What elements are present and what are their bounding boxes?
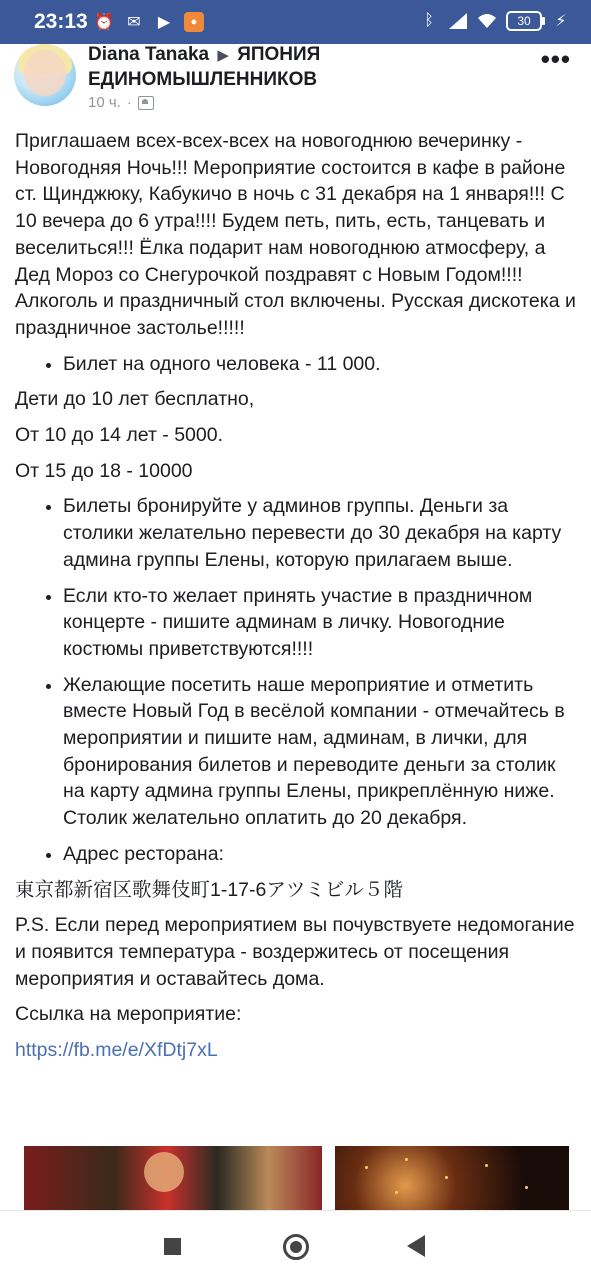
group-audience-icon xyxy=(138,96,154,110)
author-avatar[interactable] xyxy=(14,44,76,106)
link-label: Ссылка на мероприятие: xyxy=(15,1003,242,1026)
more-options-icon[interactable]: ••• xyxy=(540,44,571,74)
kids-free-line: Дети до 10 лет бесплатно, xyxy=(15,388,255,411)
post-author-line xyxy=(88,43,528,92)
home-icon[interactable] xyxy=(283,1234,309,1260)
app-notification-icon: ● xyxy=(184,12,204,32)
wifi-icon xyxy=(477,11,497,31)
info-item-address-label: • Адрес ресторана: xyxy=(63,841,577,868)
ticket-price-item: • Билет на одного человека - 11 000. xyxy=(63,351,577,378)
system-nav-bar xyxy=(0,1210,591,1281)
info-list xyxy=(15,493,577,867)
back-icon[interactable] xyxy=(407,1235,425,1257)
triangle-right-icon: ▶ xyxy=(217,47,229,64)
post-intro: Приглашаем всех-всех-всех на новогоднюю вечеринку - Новогодняя Ночь!!! Мероприятие состоится в кафе в районе ст. Щинджюку, Кабукичо в ночь с 31 декабря на 1 января!!! С 10 вечера до 6 утра!!!! Будем петь, пить, есть, танцевать и веселиться!!! Ёлка подарит нам новогоднюю атмосферу, а Дед Мороз со Снегурочкой поздравят с Новым Годом!!!! Алкоголь и праздничный стол включены. Русская дискотека и праздничное застолье!!!!! xyxy=(15,130,576,339)
kids-price-1: От 10 до 14 лет - 5000. xyxy=(15,424,224,447)
ps-note: P.S. Если перед мероприятием вы почувствуете недомогание и появится температура - воздержитесь от посещения мероприятия и оставайтесь дома. xyxy=(15,914,575,990)
ticket-list xyxy=(15,351,577,378)
post-time[interactable]: 10 ч. xyxy=(88,94,121,111)
fireworks-photo[interactable] xyxy=(335,1146,569,1212)
post-body xyxy=(15,128,577,1073)
party-photo[interactable] xyxy=(24,1146,322,1212)
cellular-signal-icon xyxy=(448,11,468,31)
info-item-booking: • Билеты бронируйте у админов группы. Деньги за столики желательно перевести до 30 декабря на карту админа группы Елены, которую прилагаем выше. xyxy=(63,493,577,573)
kids-price-2: От 15 до 18 - 10000 xyxy=(15,459,193,482)
alarm-icon: ⏰ xyxy=(94,14,114,31)
post-meta: 10 ч. · xyxy=(88,94,154,111)
info-item-attend: • Желающие посетить наше мероприятие и отметить вместе Новый Год в весёлой компании - отмечайтесь в мероприятии и пишите нам, админам, в лички, для бронирования билетов и переводите деньги за столик на карту админа группы Елены, прикреплённую ниже. Столик желательно оплатить до 20 декабря. xyxy=(63,672,577,832)
play-store-icon: ▶ xyxy=(157,14,171,31)
restaurant-address: 東京都新宿区歌舞伎町1-17-6アツミビル５階 xyxy=(15,878,403,901)
bluetooth-icon: ᛒ xyxy=(424,12,434,29)
status-time: 23:13 xyxy=(34,10,88,33)
gmail-icon: ✉ xyxy=(127,14,141,31)
author-name[interactable]: Diana Tanaka xyxy=(88,44,210,65)
post-images xyxy=(24,1146,569,1212)
group-name[interactable]: ЯПОНИЯ ЕДИНОМЫШЛЕННИКОВ xyxy=(88,44,321,90)
info-item-concert: • Если кто-то желает принять участие в праздничном концерте - пишите админам в личку. Новогодние костюмы приветствуются!!!! xyxy=(63,583,577,663)
charging-icon: ⚡ xyxy=(555,13,567,30)
status-bar xyxy=(0,0,591,44)
recent-apps-icon[interactable] xyxy=(164,1238,181,1255)
event-link[interactable]: https://fb.me/e/XfDtj7xL xyxy=(15,1039,218,1062)
battery-icon: 30 xyxy=(506,11,542,31)
